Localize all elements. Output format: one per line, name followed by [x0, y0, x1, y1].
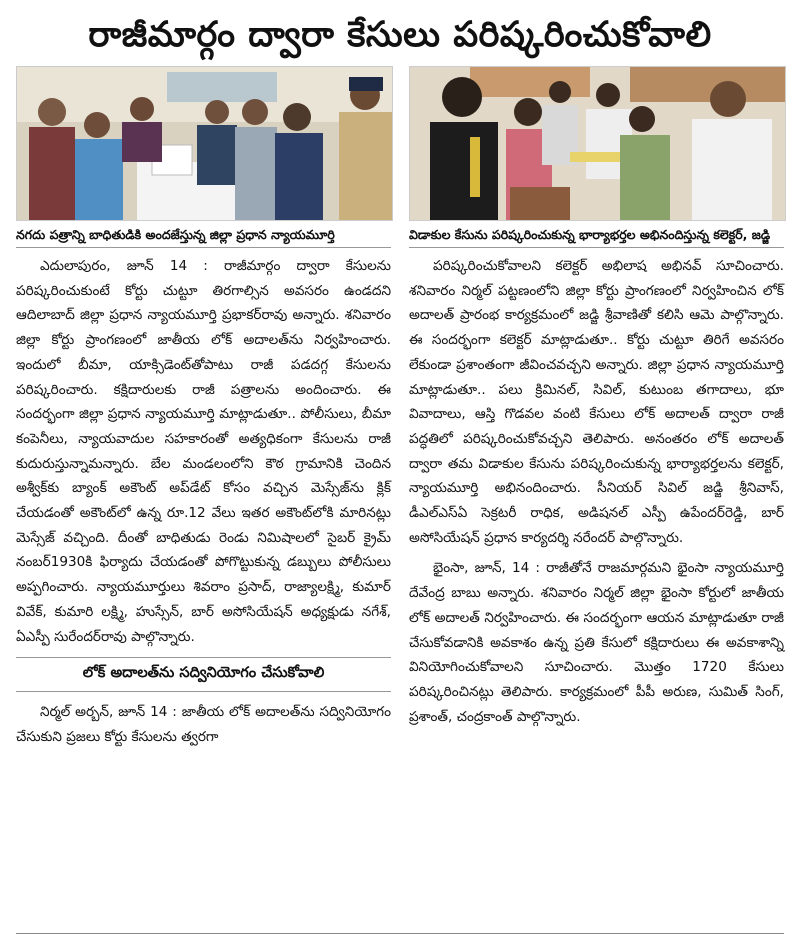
- photo-right-illustration: [410, 67, 785, 220]
- photo-right: [409, 66, 786, 221]
- photo-left: [16, 66, 393, 221]
- bottom-divider: [16, 933, 784, 934]
- left-body-text: ఎదులాపురం, జూన్ 14 : రాజీమార్గం ద్వారా కేసులను పరిష్కరించుకుంటే కోర్టు చుట్టూ తిరగాల్సిన అవసరం ఉండదని ఆదిలాబాద్ జిల్లా ప్రధాన న్యాయమూర్తి ప్రభాకర్‌రావు అన్నారు. శనివారం జిల్లా కోర్టు ప్రాంగణంలో జాతీయ లోక్ అదాలత్‌ను నిర్వహించారు. ఇందులో బీమా, యాక్సిడెంట్‌తోపాటు రాజీ పడదగ్గ కేసులను పరిష్కరించారు. కక్షిదారులకు రాజీ పత్రాలను అందించారు. ఈ సందర్భంగా జిల్లా ప్రధాన న్యాయమూర్తి మాట్లాడుతూ.. పోలీసులు, బీమా కంపెనీలు, న్యాయవాదుల సహకారంతో అత్యధికంగా కేసులను రాజీ కుదురుస్తున్నామన్నారు. బేల మండలంలోని కౌఠ గ్రామానికి చెందిన అశ్వీక్‌కు బ్యాంక్ అకౌంట్ అప్‌డేట్ కోసం వచ్చిన మెస్సేజ్‌ను క్లిక్ చేయడంతో అకౌంట్‌లో ఉన్న రూ.12 వేలు ఇతర అకౌంట్‌లోకి మారినట్లు మెస్సేజ్ వచ్చింది. దీంతో బాధితుడు రెండు నిమిషాలలో సైబర్ క్రైమ్ నంబర్1930కి ఫిర్యాదు చేయడంతో పోగొట్టుకున్న డబ్బులు పోలీసులు అప్పగించారు. న్యాయమూర్తులు శివరాం ప్రసాద్, రాజ్యాలక్ష్మి, కుమార్ వివేక్, కుమారి లక్ష్మి, హుస్సేన్, బార్ అసోసియేషన్ అధ్యక్షుడు నగేశ్, ఏఎస్పీ సురేందర్‌రావు పాల్గొన్నారు.: [16, 258, 391, 645]
- photo-left-caption: నగదు పత్రాన్ని బాధితుడికి అందజేస్తున్న జిల్లా ప్రధాన న్యాయమూర్తి: [16, 227, 391, 248]
- headline: రాజీమార్గం ద్వారా కేసులు పరిష్కరించుకోవాలి: [88, 15, 712, 55]
- right-body-text-2: భైంసా, జూన్, 14 : రాజీతోనే రాజమార్గమని భైంసా న్యాయమూర్తి దేవేంద్ర బాబు అన్నారు. శనివారం నిర్మల్ జిల్లా భైంసా కోర్టులో జాతీయ లోక్ అదాలత్ నిర్వహించారు. ఈ సందర్భంగా ఆయన మాట్లాడుతూ రాజీ చేసుకోవడానికి అవకాశం ఉన్న ప్రతి కేసులో కక్షిదారులు ఈ అవకాశాన్ని వినియోగించుకోవాలని సూచించారు. మొత్తం 1720 కేసులు పరిష్కరించినట్లు తెలిపారు. కార్యక్రమంలో పీపీ అరుణ, సుమిత్ సింగ్, ప్రశాంత్, చంద్రకాంత్ పాల్గొన్నారు.: [409, 560, 784, 725]
- right-body-text: పరిష్కరించుకోవాలని కలెక్టర్ అభిలాష అభినవ్ సూచించారు. శనివారం నిర్మల్ పట్టణంలోని జిల్లా కోర్టు ప్రాంగణంలో నిర్వహించిన లోక్ అదాలత్ ప్రారంభ కార్యక్రమంలో జడ్జి శ్రీవాణితో కలిసి ఆమె పాల్గొన్నారు. ఈ సందర్భంగా కలెక్టర్ మాట్లాడుతూ.. కోర్టు చుట్టూ తిరిగే అవసరం లేకుండా ప్రశాంతంగా జీవించవచ్చని అన్నారు. జిల్లా ప్రధాన న్యాయమూర్తి మాట్లాడుతూ.. పలు క్రిమినల్, సివిల్, కుటుంబ తగాదాలు, భూ వివాదాలు, ఆస్తి గొడవల వంటి కేసులు లోక్ అదాలత్ ద్వారా రాజీ పద్ధతిలో పరిష్కరించుకోవచ్చని తెలిపారు. అనంతరం లోక్ అదాలత్ ద్వారా తమ విడాకుల కేసును పరిష్కరించుకున్న భార్యాభర్తలను కలెక్టర్, న్యాయమూర్తి అభినందించారు. సీనియర్ సివిల్ జడ్జి శ్రీనివాస్, డీఎల్‌ఎస్ఏ సెక్రటరీ రాధిక, అడిషనల్ ఎస్పీ ఉపేందర్‌రెడ్డి, బార్ అసోసియేషన్ ప్రధాన కార్యదర్శి నరేందర్ పాల్గొన్నారు.: [409, 258, 784, 546]
- subheadline: లోక్ అదాలత్‌ను సద్వినియోగం చేసుకోవాలి: [16, 657, 391, 692]
- right-column: [409, 66, 784, 750]
- left-body-text-2: నిర్మల్ అర్బన్, జూన్ 14 : జాతీయ లోక్ అదాలత్‌ను సద్వినియోగం చేసుకుని ప్రజలు కోర్టు కేసులను త్వరగా: [16, 704, 391, 745]
- article-columns: [16, 66, 784, 750]
- left-column: [16, 66, 391, 750]
- photo-left-illustration: [17, 67, 392, 220]
- photo-right-caption: విడాకుల కేసును పరిష్కరించుకున్న భార్యాభర్తల అభినందిస్తున్న కలెక్టర్, జడ్జి: [409, 227, 784, 248]
